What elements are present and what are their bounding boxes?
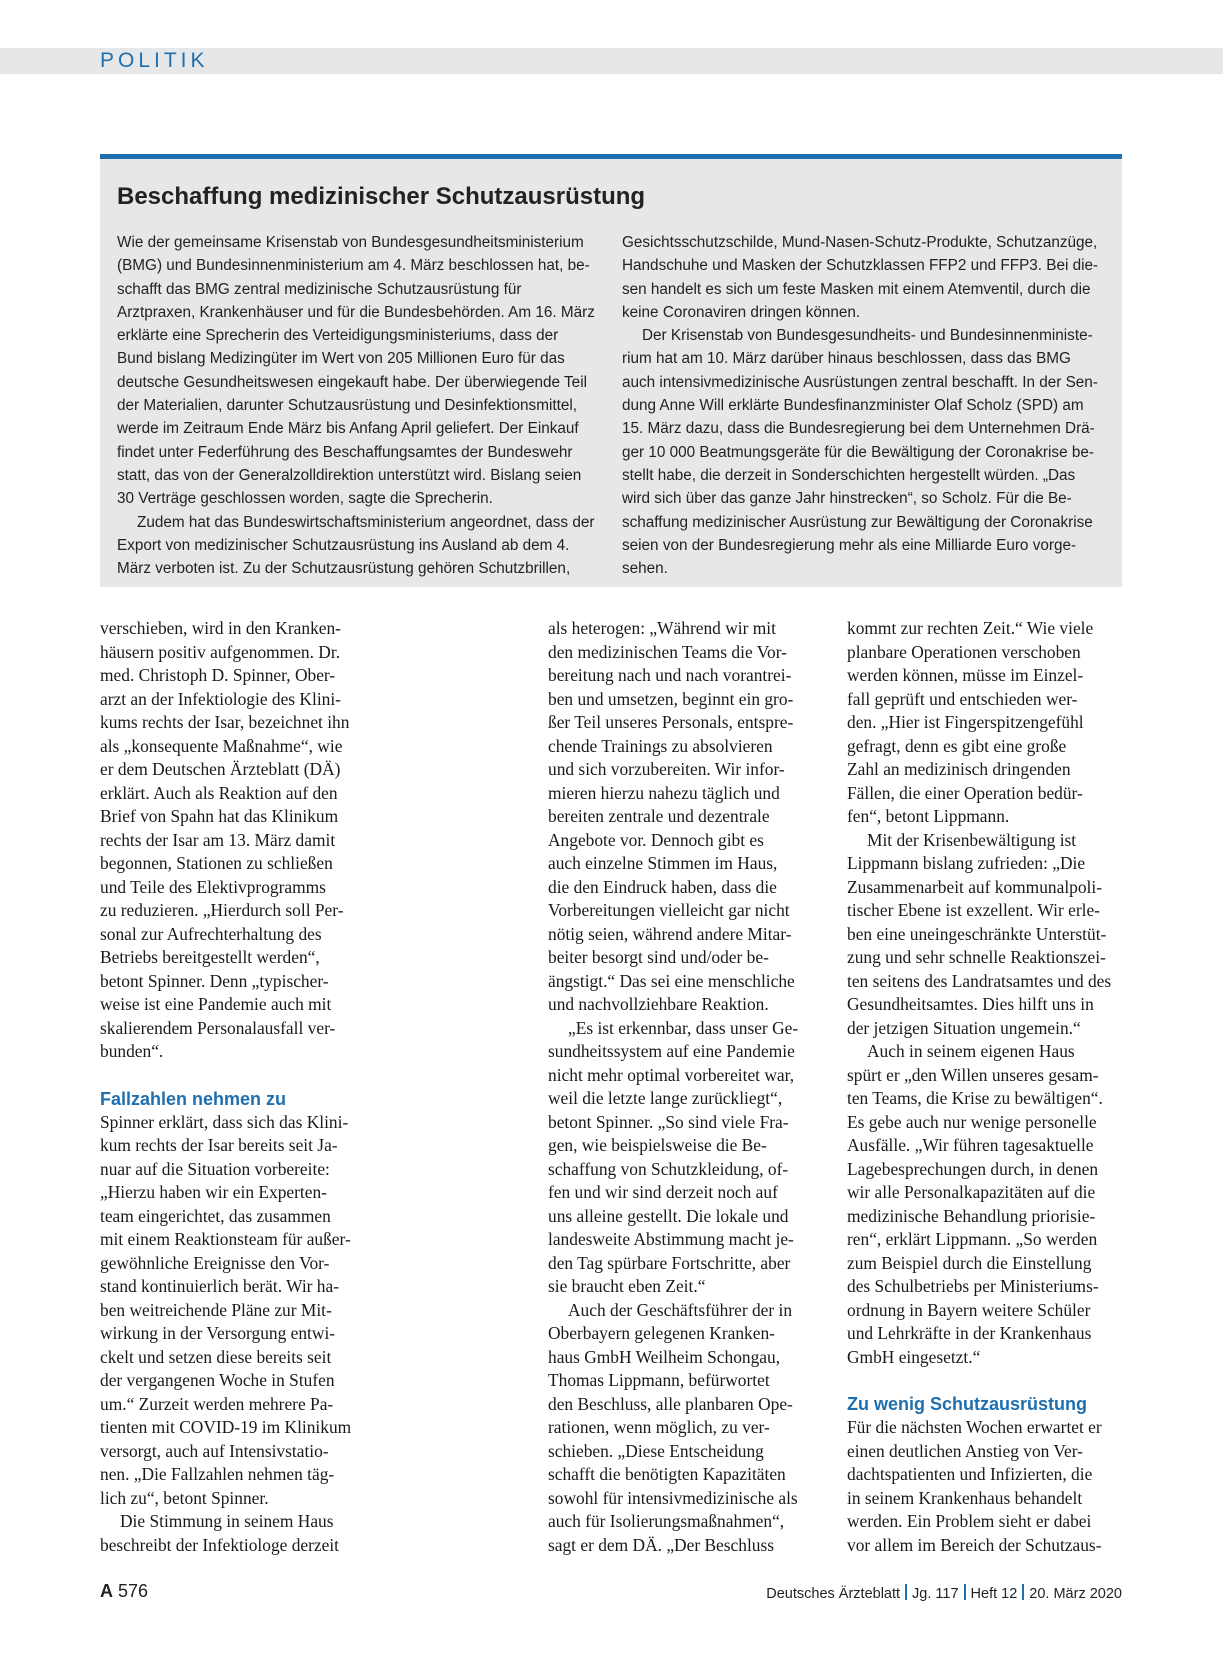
info-box-paragraph: Gesichtsschutzschilde, Mund-Nasen-Schutz-Produkte, Schutzanzüge, Handschuhe und Masken der Schutzklassen FFP2 und FFP3. Bei die- sen handelt es sich um feste Masken mit einem Atemventil, durch die keine Coronaviren dringen können. [622,234,1099,321]
info-box-paragraph: Zudem hat das Bundeswirtschaftsministerium angeordnet, dass der Export von medizinischer Schutzausrüstung ins Ausland ab dem 4. März verboten ist. Zu der Schutzausrüstung gehören Schutzbrillen, [117,513,595,578]
article-paragraph: Spinner erklärt, dass sich das Klini- kum rechts der Isar bereits seit Ja- nuar auf die Situation vorbereite: „Hierzu haben wir ein Experten- team eingerichtet, das zusammen mit einem Reaktionsteam für außer- gewöhnliche Ereignisse den Vor- stand kontinuierlich berät. Wir ha- ben weitreichende Pläne zur Mit- wirkung in der Versorgung entwi- ckelt und setzen diese bereits seit der vergangenen Woche in Stufen um.“ Zurzeit werden mehrere Pa- tienten mit COVID-19 im Klinikum versorgt, auch auf Intensivstatio- nen. „Die Fallzahlen nehmen täg- lich zu“, betont Spinner. [100,1111,352,1508]
info-box-paragraph: Wie der gemeinsame Krisenstab von Bundesgesundheitsministerium (BMG) und Bundesinnenministerium am 4. März beschlossen hat, be- schafft das BMG zentral medizinische Schutzausrüstung für Arztpraxen, Krankenhäuser und für die Bundesbehörden. Am 16. März erklärte eine Sprecherin des Verteidigungsministeriums, dass der Bund bislang Medizingüter im Wert von 205 Millionen Euro für das deutsche Gesundheitswesen eingekauft habe. Der überwiegende Teil der Materialien, darunter Schutzausrüstung und Desinfektionsmittel, werde im Zeitraum Ende März bis Anfang April geliefert. Der Einkauf findet unter Federführung des Beschaffungsamtes der Bundeswehr statt, das von der Generalzolldirektion unterstützt wird. Bislang seien 30 Verträge geschlossen worden, sagte die Sprecherin. [117,234,595,508]
article-column-3 [847,617,1122,1557]
section-label: POLITIK [100,49,209,72]
article-paragraph: Auch der Geschäftsführer der in Oberbayern gelegenen Kranken- haus GmbH Weilheim Schongau, Thomas Lippmann, befürwortet den Beschluss, alle planbaren Ope- rationen, wenn möglich, zu ver- schieben. „Diese Entscheidung schafft die benötigten Kapazitäten sowohl für intensivmedizinische als auch für Isolierungsmaßnahmen“, sagt er dem DÄ. „Der Beschluss [548,1299,798,1555]
info-box-title: Beschaffung medizinischer Schutzausrüstung [117,183,646,210]
article-paragraph: verschieben, wird in den Kranken- häusern positiv aufgenommen. Dr. med. Christoph D. Spinner, Ober- arzt an der Infektiologie des Klini- kums rechts der Isar, bezeichnet ihn als „konsequente Maßnahme“, wie er dem Deutschen Ärzteblatt (DÄ) erklärt. Auch als Reaktion auf den Brief von Spahn hat das Klinikum rechts der Isar am 13. März damit begonnen, Stationen zu schließen und Teile des Elektivprogramms zu reduzieren. „Hierdurch soll Per- sonal zur Aufrechterhaltung des Betriebs bereitgestellt werden“, betont Spinner. Denn „typischer- weise ist eine Pandemie auch mit skalierendem Personalausfall ver- bunden“. [100,618,350,1061]
volume: Jg. 117 [912,1586,959,1602]
page-prefix: A [100,1581,113,1601]
footer-citation [766,1584,1122,1602]
article-column-2 [548,617,823,1557]
info-box-right-column [622,231,1102,580]
info-box [100,154,1122,587]
article-paragraph: als heterogen: „Während wir mit den medizinischen Teams die Vor- bereitung nach und nach vorantrei- ben und umsetzen, beginnt ein gro- ßer Teil unseres Personals, entspre- chende Trainings zu absolvieren und sich vorzubereiten. Wir infor- mieren hierzu nahezu täglich und bereiten zentrale und dezentrale Angebote vor. Dennoch gibt es auch einzelne Stimmen im Haus, die den Eindruck haben, dass die Vorbereitungen vielleicht gar nicht nötig seien, während andere Mitar- beiter besorgt sind und/oder be- ängstigt.“ Das sei eine menschliche und nachvollziehbare Reaktion. [548,618,795,1014]
article-paragraph: kommt zur rechten Zeit.“ Wie viele planbare Operationen verschoben werden können, müsse im Einzel- fall geprüft und entschieden wer- den. „Hier ist Fingerspitzengefühl gefragt, denn es gibt eine große Zahl an medizinisch dringenden Fällen, die einer Operation bedür- fen“, betont Lippmann. [847,618,1094,826]
article-paragraph: Auch in seinem eigenen Haus spürt er „den Willen unseres gesam- ten Teams, die Krise zu bewältigen“. Es gebe auch nur wenige personelle Ausfälle. „Wir führen tagesaktuelle Lagebesprechungen durch, in denen wir alle Personalkapazitäten auf die medizinische Behandlung priorisie- ren“, erklärt Lippmann. „So werden zum Beispiel durch die Einstellung des Schulbetriebs per Ministeriums- ordnung in Bayern weitere Schüler und Lehrkräfte in der Krankenhaus GmbH eingesetzt.“ [847,1041,1103,1367]
info-box-left-column [117,231,602,580]
article-paragraph: „Es ist erkennbar, dass unser Ge- sundheitssystem auf eine Pandemie nicht mehr optimal vorbereitet war, weil die letzte lange zurückliegt“, betont Spinner. „So sind viele Fra- gen, wie beispielsweise die Be- schaffung von Schutzkleidung, of- fen und wir sind derzeit noch auf uns alleine gestellt. Die lokale und landesweite Abstimmung macht je- den Tag spürbare Fortschritte, aber sie braucht eben Zeit.“ [548,1017,799,1296]
subheading-schutzausruestung: Zu wenig Schutzausrüstung [847,1394,1088,1414]
issue: Heft 12 [970,1586,1018,1602]
page-number [100,1581,148,1602]
article-paragraph: Die Stimmung in seinem Haus beschreibt der Infektiologe derzeit [100,1511,340,1555]
article-paragraph: Für die nächsten Wochen erwartet er einen deutlichen Anstieg von Ver- dachtspatienten und Infizierten, die in seinem Krankenhaus behandelt werden. Ein Problem sieht er dabei vor allem im Bereich der Schutzaus- [847,1417,1102,1555]
page-number-value: 576 [118,1581,149,1601]
issue-date: 20. März 2020 [1029,1586,1122,1602]
separator [905,1584,907,1600]
article-column-1 [100,617,375,1557]
separator [1022,1584,1024,1600]
subheading-fallzahlen: Fallzahlen nehmen zu [100,1088,287,1109]
separator [964,1584,966,1600]
info-box-paragraph: Der Krisenstab von Bundesgesundheits- und Bundesinnenministe- rium hat am 10. März darüber hinaus beschlossen, dass das BMG auch intensivmedizinische Ausrüstungen zentral beschafft. In der Sen- dung Anne Will erklärte Bundesfinanzminister Olaf Scholz (SPD) am 15. März dazu, dass die Bundesregierung bei dem Unternehmen Drä- ger 10 000 Beatmungsgeräte für die Bewältigung der Coronakrise be- stellt habe, die derzeit in Sonderschichten hergestellt würden. „Das wird sich über das ganze Jahr hinstrecken“, so Scholz. Für die Be- schaffung medizinischer Ausrüstung zur Bewältigung der Coronakrise seien von der Bundesregierung mehr als eine Milliarde Euro vorge- sehen. [622,327,1098,578]
article-paragraph: Mit der Krisenbewältigung ist Lippmann bislang zufrieden: „Die Zusammenarbeit auf kommunalpoli- tischer Ebene ist exzellent. Wir erle- ben eine uneingeschränkte Unterstüt- zung und sehr schnelle Reaktionszei- ten seitens des Landratsamtes und des Gesundheitsamtes. Dies hilft uns in der jetzigen Situation ungemein.“ [847,829,1112,1038]
journal-name: Deutsches Ärzteblatt [766,1586,901,1602]
